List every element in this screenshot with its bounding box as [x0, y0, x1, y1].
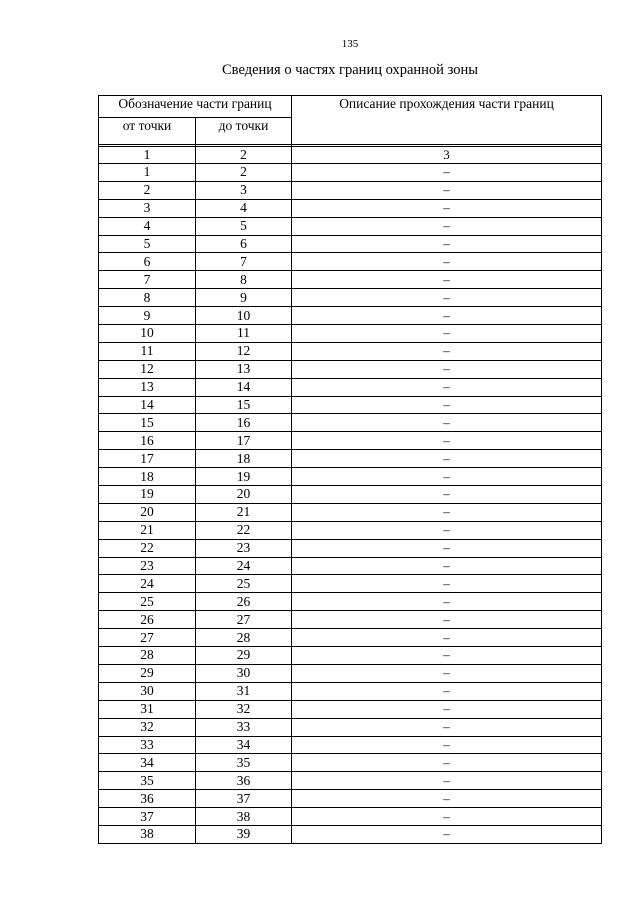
cell-from-point: 27 — [99, 629, 196, 647]
table-row — [99, 718, 602, 736]
table-row — [99, 360, 602, 378]
cell-from-point: 4 — [99, 217, 196, 235]
cell-from-point: 9 — [99, 307, 196, 325]
cell-description: – — [292, 557, 602, 575]
table-row — [99, 611, 602, 629]
cell-from-point: 21 — [99, 521, 196, 539]
table-row — [99, 307, 602, 325]
cell-from-point: 28 — [99, 647, 196, 665]
table-row — [99, 790, 602, 808]
table-row — [99, 593, 602, 611]
cell-to-point: 36 — [196, 772, 292, 790]
cell-description: – — [292, 199, 602, 217]
table-row — [99, 164, 602, 182]
cell-to-point: 15 — [196, 396, 292, 414]
cell-to-point: 26 — [196, 593, 292, 611]
header-to-point: до точки — [196, 118, 292, 145]
cell-from-point: 15 — [99, 414, 196, 432]
cell-from-point: 10 — [99, 325, 196, 343]
cell-from-point: 24 — [99, 575, 196, 593]
table-row — [99, 808, 602, 826]
table-row — [99, 539, 602, 557]
cell-description: – — [292, 217, 602, 235]
cell-description: – — [292, 325, 602, 343]
header-boundary-description: Описание прохождения части границ — [292, 96, 602, 145]
table-row — [99, 825, 602, 843]
cell-to-point: 24 — [196, 557, 292, 575]
cell-from-point: 6 — [99, 253, 196, 271]
cell-from-point: 18 — [99, 468, 196, 486]
cell-to-point: 4 — [196, 199, 292, 217]
cell-to-point: 29 — [196, 647, 292, 665]
table-body — [99, 164, 602, 844]
cell-to-point: 7 — [196, 253, 292, 271]
cell-description: – — [292, 342, 602, 360]
table-row — [99, 289, 602, 307]
table-row — [99, 503, 602, 521]
cell-to-point: 6 — [196, 235, 292, 253]
cell-from-point: 25 — [99, 593, 196, 611]
cell-description: – — [292, 790, 602, 808]
column-number-row — [99, 147, 602, 164]
cell-description: – — [292, 503, 602, 521]
cell-to-point: 28 — [196, 629, 292, 647]
cell-to-point: 2 — [196, 164, 292, 182]
cell-description: – — [292, 289, 602, 307]
cell-to-point: 27 — [196, 611, 292, 629]
cell-to-point: 17 — [196, 432, 292, 450]
header-boundary-designation: Обозначение части границ — [99, 96, 292, 118]
cell-to-point: 18 — [196, 450, 292, 468]
cell-from-point: 22 — [99, 539, 196, 557]
cell-from-point: 29 — [99, 664, 196, 682]
table-row — [99, 557, 602, 575]
cell-from-point: 17 — [99, 450, 196, 468]
table-row — [99, 378, 602, 396]
table-row — [99, 521, 602, 539]
cell-description: – — [292, 253, 602, 271]
cell-from-point: 5 — [99, 235, 196, 253]
table-row — [99, 736, 602, 754]
cell-description: – — [292, 450, 602, 468]
cell-from-point: 36 — [99, 790, 196, 808]
cell-description: – — [292, 468, 602, 486]
boundary-parts-table — [98, 95, 602, 844]
cell-from-point: 8 — [99, 289, 196, 307]
cell-from-point: 11 — [99, 342, 196, 360]
table-row — [99, 664, 602, 682]
cell-from-point: 23 — [99, 557, 196, 575]
table-row — [99, 629, 602, 647]
cell-description: – — [292, 271, 602, 289]
cell-description: – — [292, 682, 602, 700]
page-number: 135 — [341, 38, 359, 50]
cell-from-point: 13 — [99, 378, 196, 396]
cell-to-point: 8 — [196, 271, 292, 289]
cell-to-point: 38 — [196, 808, 292, 826]
table-row — [99, 450, 602, 468]
table-row — [99, 432, 602, 450]
cell-to-point: 5 — [196, 217, 292, 235]
table-row — [99, 772, 602, 790]
table-row — [99, 682, 602, 700]
table-row — [99, 271, 602, 289]
table-row — [99, 647, 602, 665]
cell-description: – — [292, 593, 602, 611]
column-number: 1 — [99, 147, 196, 164]
cell-description: – — [292, 539, 602, 557]
cell-description: – — [292, 432, 602, 450]
cell-from-point: 35 — [99, 772, 196, 790]
cell-description: – — [292, 414, 602, 432]
cell-to-point: 20 — [196, 486, 292, 504]
cell-from-point: 30 — [99, 682, 196, 700]
cell-to-point: 32 — [196, 700, 292, 718]
cell-description: – — [292, 772, 602, 790]
table-row — [99, 217, 602, 235]
cell-to-point: 39 — [196, 825, 292, 843]
cell-from-point: 34 — [99, 754, 196, 772]
cell-description: – — [292, 360, 602, 378]
cell-description: – — [292, 647, 602, 665]
cell-to-point: 25 — [196, 575, 292, 593]
cell-to-point: 10 — [196, 307, 292, 325]
cell-description: – — [292, 808, 602, 826]
cell-from-point: 26 — [99, 611, 196, 629]
table-row — [99, 396, 602, 414]
cell-to-point: 21 — [196, 503, 292, 521]
table-row — [99, 253, 602, 271]
cell-to-point: 9 — [196, 289, 292, 307]
header-from-point: от точки — [99, 118, 196, 145]
table-row — [99, 414, 602, 432]
cell-from-point: 37 — [99, 808, 196, 826]
cell-to-point: 11 — [196, 325, 292, 343]
cell-from-point: 1 — [99, 164, 196, 182]
table-row — [99, 700, 602, 718]
cell-description: – — [292, 396, 602, 414]
cell-description: – — [292, 718, 602, 736]
cell-from-point: 7 — [99, 271, 196, 289]
cell-from-point: 33 — [99, 736, 196, 754]
cell-from-point: 31 — [99, 700, 196, 718]
cell-to-point: 3 — [196, 181, 292, 199]
cell-to-point: 12 — [196, 342, 292, 360]
cell-to-point: 14 — [196, 378, 292, 396]
cell-from-point: 19 — [99, 486, 196, 504]
cell-description: – — [292, 575, 602, 593]
cell-to-point: 35 — [196, 754, 292, 772]
cell-to-point: 37 — [196, 790, 292, 808]
cell-from-point: 12 — [99, 360, 196, 378]
cell-to-point: 34 — [196, 736, 292, 754]
cell-description: – — [292, 736, 602, 754]
cell-from-point: 3 — [99, 199, 196, 217]
table-row — [99, 342, 602, 360]
cell-from-point: 16 — [99, 432, 196, 450]
cell-to-point: 22 — [196, 521, 292, 539]
table-row — [99, 486, 602, 504]
cell-from-point: 38 — [99, 825, 196, 843]
table-row — [99, 181, 602, 199]
cell-to-point: 30 — [196, 664, 292, 682]
cell-description: – — [292, 629, 602, 647]
cell-description: – — [292, 181, 602, 199]
cell-to-point: 23 — [196, 539, 292, 557]
cell-description: – — [292, 307, 602, 325]
table-row — [99, 199, 602, 217]
cell-to-point: 13 — [196, 360, 292, 378]
column-number: 2 — [196, 147, 292, 164]
document-title: Сведения о частях границ охранной зоны — [222, 62, 478, 78]
cell-description: – — [292, 700, 602, 718]
cell-description: – — [292, 664, 602, 682]
cell-description: – — [292, 164, 602, 182]
table-row — [99, 575, 602, 593]
cell-to-point: 19 — [196, 468, 292, 486]
cell-description: – — [292, 754, 602, 772]
cell-description: – — [292, 378, 602, 396]
cell-to-point: 16 — [196, 414, 292, 432]
cell-from-point: 14 — [99, 396, 196, 414]
cell-from-point: 2 — [99, 181, 196, 199]
cell-description: – — [292, 611, 602, 629]
cell-from-point: 20 — [99, 503, 196, 521]
table-row — [99, 754, 602, 772]
cell-description: – — [292, 486, 602, 504]
table-row — [99, 235, 602, 253]
cell-description: – — [292, 235, 602, 253]
table-row — [99, 468, 602, 486]
cell-description: – — [292, 521, 602, 539]
cell-description: – — [292, 825, 602, 843]
column-number: 3 — [292, 147, 602, 164]
cell-to-point: 33 — [196, 718, 292, 736]
cell-from-point: 32 — [99, 718, 196, 736]
cell-to-point: 31 — [196, 682, 292, 700]
table-row — [99, 325, 602, 343]
